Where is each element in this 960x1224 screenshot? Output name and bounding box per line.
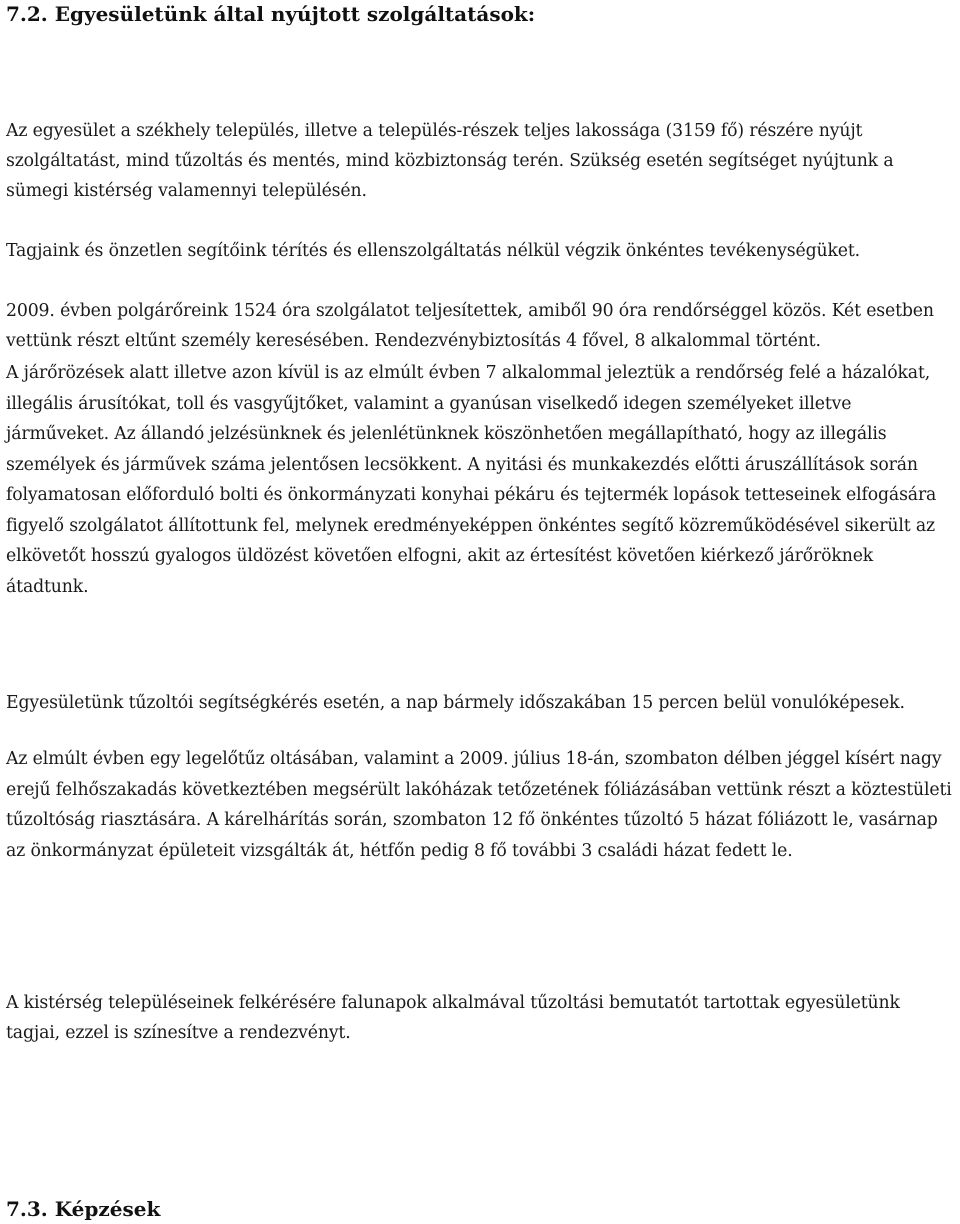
section-heading-7-2: 7.2. Egyesületünk által nyújtott szolgáltatások:	[6, 2, 536, 26]
paragraph-village-day-demonstrations: A kistérség településeinek felkérésére falunapok alkalmával tűzoltási bemutatót tartottak egyesületünk tagjai, ezzel is színesítve a rendezvényt.	[6, 993, 900, 1043]
paragraph-volunteer-members: Tagjaink és önzetlen segítőink térítés és ellenszolgáltatás nélkül végzik önkéntes tevékenységüket.	[6, 241, 861, 261]
paragraph-2009-patrol-stats: 2009. évben polgárőreink 1524 óra szolgálatot teljesítettek, amiből 90 óra rendőrséggel közös. Két esetben vettünk részt eltűnt személy keresésében. Rendezvénybiztosítás 4 fővel, 8 alkalommal történt.	[6, 301, 934, 351]
paragraph-firefighting-events: Az elmúlt évben egy legelőtűz oltásában, valamint a 2009. július 18-án, szombaton délben jéggel kísért nagy erejű felhőszakadás következtében megsérült lakóházak tetőzetének fóliázásában vettünk részt a köztestületi tűzoltóság riasztására. A kárelhárítás során, szombaton 12 fő önkéntes tűzoltó 5 házat fóliázott le, vasárnap az önkormányzat épületeit vizsgálták át, hétfőn pedig 8 fő további 3 családi házat fedett le.	[6, 749, 952, 861]
paragraph-firefighter-readiness: Egyesületünk tűzoltói segítségkérés esetén, a nap bármely időszakában 15 percen belül vonulóképesek.	[6, 693, 905, 713]
paragraph-service-scope: Az egyesület a székhely település, illetve a település-részek teljes lakossága (3159 fő) részére nyújt szolgáltatást, mind tűzoltás és mentés, mind közbiztonság terén. Szükség esetén segítséget nyújtunk a sümegi kistérség valamennyi településén.	[6, 121, 894, 201]
section-heading-7-3: 7.3. Képzések	[6, 1197, 161, 1221]
paragraph-patrol-activities: A járőrözések alatt illetve azon kívül is az elmúlt évben 7 alkalommal jeleztük a rendőrség felé a házalókat, illegális árusítókat, toll és vasgyűjtőket, valamint a gyanúsan viselkedő idegen személyeket illetve járműveket. Az állandó jelzésünknek és jelenlétünknek köszönhetően megállapítható, hogy az illegális személyek és járművek száma jelentősen lecsökkent. A nyitási és munkakezdés előtti áruszállítások során folyamatosan előforduló bolti és önkormányzati konyhai pékáru és tejtermék lopások tetteseinek elfogására figyelő szolgálatot állítottunk fel, melynek eredményeképpen önkéntes segítő közreműködésével sikerült az elkövetőt hosszú gyalogos üldözést követően elfogni, akit az értesítést követően kiérkező járőröknek átadtunk.	[6, 363, 937, 597]
